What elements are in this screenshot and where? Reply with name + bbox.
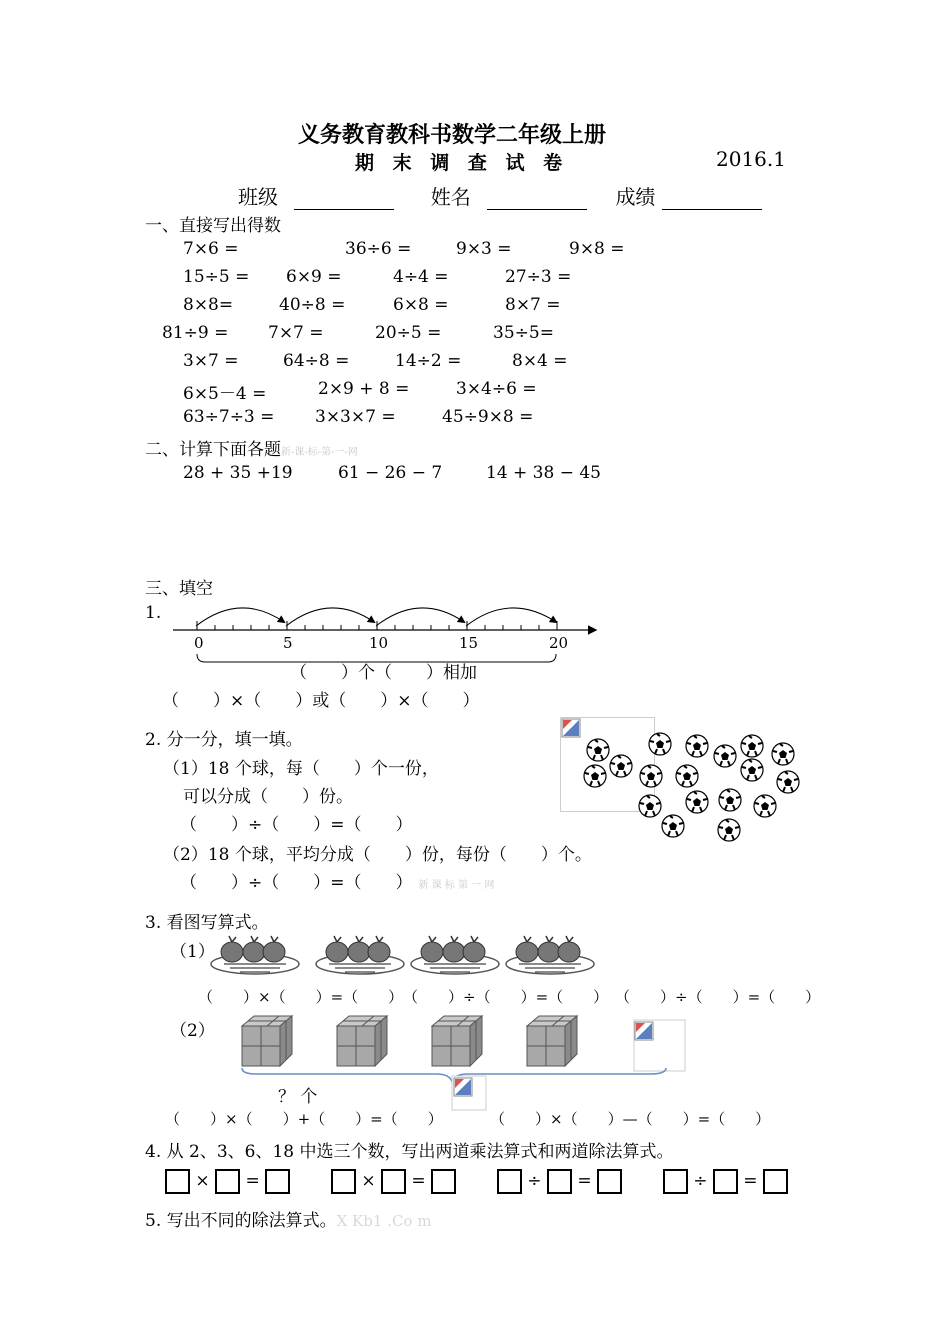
soccer-ball-icon bbox=[754, 795, 776, 817]
soccer-ball-icon bbox=[610, 755, 632, 777]
fruit-plate-icon bbox=[506, 936, 594, 974]
soccer-ball-icon bbox=[719, 789, 741, 811]
calc-item: 3×3×7 = bbox=[315, 407, 396, 427]
soccer-ball-icon bbox=[777, 771, 799, 793]
exam-date: 2016.1 bbox=[716, 147, 786, 171]
calc-item: 64÷8 = bbox=[283, 351, 350, 371]
section1-heading: 一、直接写出得数 bbox=[145, 216, 281, 236]
q3-title: 3. 看图写算式。 bbox=[145, 913, 269, 933]
divide-sign: ÷ bbox=[527, 1171, 542, 1191]
fruit-plate-icon bbox=[411, 936, 499, 974]
jump-arrow bbox=[376, 608, 464, 626]
calc-item: 20÷5 = bbox=[375, 323, 442, 343]
class-field[interactable] bbox=[294, 209, 394, 210]
answer-box[interactable] bbox=[663, 1169, 688, 1194]
q2-p1-equation: （ ）÷（ ）=（ ） bbox=[180, 815, 413, 835]
answer-box[interactable] bbox=[713, 1169, 738, 1194]
calc-item: 14÷2 = bbox=[395, 351, 462, 371]
soccer-ball-icon bbox=[741, 759, 763, 781]
calc-item: 9×3 = bbox=[456, 239, 512, 259]
q3-p2-equation: （ ）×（ ）+（ ）=（ ） bbox=[165, 1110, 443, 1128]
brace-text: （ ）个（ ）相加 bbox=[290, 663, 477, 683]
watermark: 新-课-标-第-一-网 bbox=[281, 447, 358, 458]
calc-item: 63÷7÷3 = bbox=[183, 407, 275, 427]
answer-box[interactable] bbox=[547, 1169, 572, 1194]
calc-item: 8×7 = bbox=[505, 295, 561, 315]
times-sign: × bbox=[195, 1171, 210, 1191]
q5-title bbox=[145, 1206, 431, 1231]
q2-p1-line1: （1）18 个球，每（ ）个一份， bbox=[163, 759, 439, 779]
calc-item: 8×8= bbox=[183, 295, 234, 315]
jump-arrow bbox=[196, 608, 284, 626]
answer-box[interactable] bbox=[265, 1169, 290, 1194]
q1-answer: （ ）×（ ）或（ ）×（ ） bbox=[162, 691, 480, 711]
answer-box[interactable] bbox=[215, 1169, 240, 1194]
soccer-ball-icon bbox=[686, 791, 708, 813]
soccer-ball-icon bbox=[686, 735, 708, 757]
soccer-ball-icon bbox=[714, 745, 736, 767]
tick-label: 0 bbox=[194, 634, 204, 652]
soccer-ball-icon bbox=[718, 819, 740, 841]
equals-sign: = bbox=[245, 1171, 260, 1191]
answer-box[interactable] bbox=[597, 1169, 622, 1194]
calc-item: 3×4÷6 = bbox=[456, 379, 537, 399]
calc-item: 6×9 = bbox=[286, 267, 342, 287]
q4-title: 4. 从 2、3、6、18 中选三个数，写出两道乘法算式和两道除法算式。 bbox=[145, 1142, 674, 1162]
fruit-plates-group bbox=[210, 930, 630, 980]
q2-title: 2. 分一分，填一填。 bbox=[145, 730, 303, 750]
tick-label: 15 bbox=[459, 634, 479, 652]
page-title: 义务教育教科书数学二年级上册 bbox=[298, 122, 607, 148]
fruit-plate-icon bbox=[211, 936, 299, 974]
equals-sign: = bbox=[411, 1171, 426, 1191]
soccer-ball-icon bbox=[639, 795, 661, 817]
calc-item: 61 − 26 − 7 bbox=[338, 463, 443, 483]
section3-heading: 三、填空 bbox=[145, 579, 213, 599]
soccer-ball-icon bbox=[662, 815, 684, 837]
answer-box[interactable] bbox=[431, 1169, 456, 1194]
calc-item: 2×9 + 8 = bbox=[318, 379, 410, 399]
cube-stack-icon bbox=[242, 1016, 292, 1066]
soccer-ball-icon bbox=[584, 765, 606, 787]
divide-sign: ÷ bbox=[693, 1171, 708, 1191]
calc-item: 6×5－4 = bbox=[183, 384, 267, 404]
calc-item: 15÷5 = bbox=[183, 267, 250, 287]
student-info-row bbox=[238, 181, 762, 210]
cube-stack-icon bbox=[337, 1016, 387, 1066]
soccer-balls-group bbox=[575, 720, 835, 860]
jump-arrow bbox=[466, 608, 556, 626]
name-label: 姓名 bbox=[430, 185, 471, 209]
calc-item: 4÷4 = bbox=[393, 267, 449, 287]
answer-box[interactable] bbox=[497, 1169, 522, 1194]
calc-item: 3×7 = bbox=[183, 351, 239, 371]
question-count: ？ 个 bbox=[278, 1087, 318, 1107]
soccer-ball-icon bbox=[676, 765, 698, 787]
answer-box[interactable] bbox=[381, 1169, 406, 1194]
q2-p2-line: （2）18 个球，平均分成（ ）份，每份（ ）个。 bbox=[163, 845, 592, 865]
fruit-plate-icon bbox=[316, 936, 404, 974]
class-label: 班级 bbox=[238, 185, 278, 209]
tick-label: 20 bbox=[549, 634, 569, 652]
q2-p2-equation-text: （ ）÷（ ）=（ ） bbox=[180, 873, 413, 893]
name-field[interactable] bbox=[487, 209, 587, 210]
times-sign: × bbox=[361, 1171, 376, 1191]
image-placeholder bbox=[634, 1020, 685, 1071]
q3-p1-equation: （ ）÷（ ）=（ ） bbox=[615, 988, 821, 1006]
q2-p2-equation bbox=[180, 868, 494, 893]
q2-p1-line2: 可以分成（ ）份。 bbox=[183, 787, 353, 807]
image-placeholder bbox=[452, 1076, 486, 1110]
calc-item: 6×8 = bbox=[393, 295, 449, 315]
soccer-ball-icon bbox=[772, 743, 794, 765]
q4-box-row bbox=[165, 1169, 788, 1194]
soccer-ball-icon bbox=[587, 739, 609, 761]
section2-heading-text: 二、计算下面各题 bbox=[145, 440, 281, 460]
jump-arrow bbox=[286, 608, 374, 626]
q3-p1-equation: （ ）÷（ ）=（ ） bbox=[403, 988, 609, 1006]
q3-p1-label: （1） bbox=[170, 942, 215, 962]
calc-item: 45÷9×8 = bbox=[442, 407, 534, 427]
calc-item: 81÷9 = bbox=[162, 323, 229, 343]
answer-box[interactable] bbox=[165, 1169, 190, 1194]
watermark: 新 课 标 第 一 网 bbox=[418, 880, 495, 891]
calc-item: 14 + 38 − 45 bbox=[486, 463, 601, 483]
calc-item: 8×4 = bbox=[512, 351, 568, 371]
tick-label: 5 bbox=[283, 634, 293, 652]
equals-sign: = bbox=[577, 1171, 592, 1191]
soccer-ball-icon bbox=[741, 735, 763, 757]
answer-box[interactable] bbox=[331, 1169, 356, 1194]
q3-p2-equation: （ ）×（ ）—（ ）=（ ） bbox=[490, 1110, 771, 1128]
q3-p1-equation: （ ）×（ ）=（ ） bbox=[198, 988, 404, 1006]
q1-number: 1. bbox=[145, 603, 162, 623]
calc-item: 35÷5= bbox=[493, 323, 554, 343]
calc-item: 40÷8 = bbox=[279, 295, 346, 315]
soccer-ball-icon bbox=[649, 733, 671, 755]
section2-heading bbox=[145, 435, 358, 460]
answer-box[interactable] bbox=[763, 1169, 788, 1194]
calc-item: 7×7 = bbox=[268, 323, 324, 343]
q5-title-text: 5. 写出不同的除法算式。 bbox=[145, 1211, 337, 1231]
calc-item: 9×8 = bbox=[569, 239, 625, 259]
score-label: 成绩 bbox=[615, 185, 656, 209]
equals-sign: = bbox=[743, 1171, 758, 1191]
cube-stack-icon bbox=[527, 1016, 577, 1066]
q3-p2-label: （2） bbox=[170, 1021, 215, 1041]
calc-item: 36÷6 = bbox=[345, 239, 412, 259]
calc-item: 27÷3 = bbox=[505, 267, 572, 287]
calc-item: 28 + 35 +19 bbox=[183, 463, 293, 483]
soccer-ball-icon bbox=[640, 765, 662, 787]
cube-stack-icon bbox=[432, 1016, 482, 1066]
calc-item: 7×6 = bbox=[183, 239, 239, 259]
page-subtitle: 期 末 调 查 试 卷 bbox=[355, 152, 569, 174]
tick-label: 10 bbox=[369, 634, 389, 652]
score-field[interactable] bbox=[662, 209, 762, 210]
watermark: X Kb1 .Co m bbox=[336, 1212, 432, 1230]
